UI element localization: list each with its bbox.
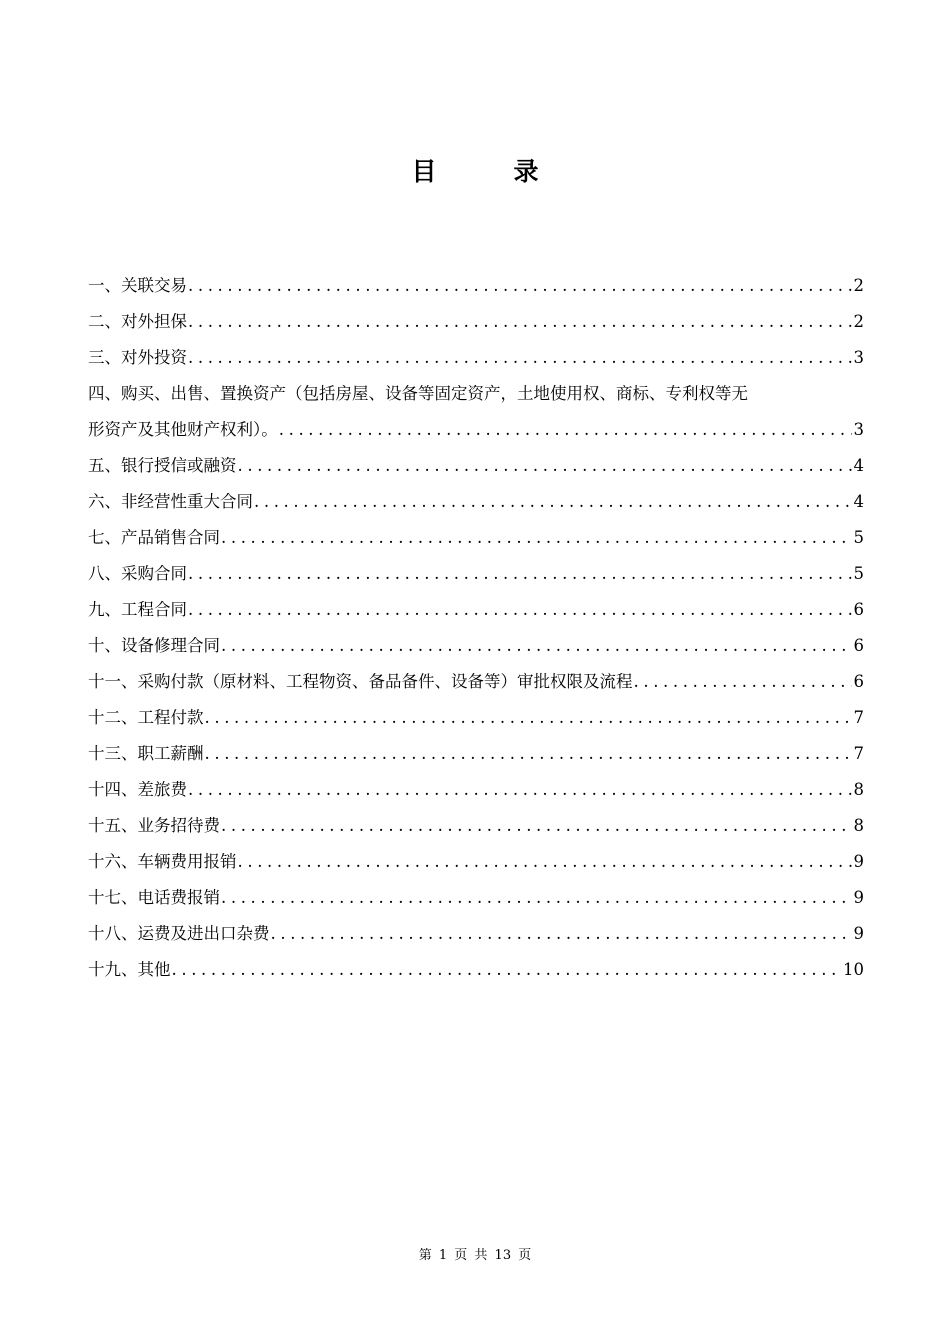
toc-entry-2[interactable] [88,304,864,340]
dot-leader [238,448,852,484]
toc-entry-4[interactable] [88,376,864,448]
toc-entry-page: 6 [853,672,864,691]
toc-entry-label: 八、采购合同 [88,564,187,583]
toc-entry-7[interactable] [88,520,864,556]
toc-entry-5[interactable] [88,448,864,484]
toc-entry-label: 形资产及其他财产权利）。 [88,420,278,439]
toc-entry-label: 二、对外担保 [88,312,187,331]
toc-entry-1[interactable] [88,268,864,304]
dot-leader [188,556,852,592]
toc-entry-8[interactable] [88,556,864,592]
toc-entry-19[interactable] [88,952,864,988]
toc-entry-page: 5 [853,528,864,547]
dot-leader [279,412,852,448]
toc-entry-page: 9 [853,852,864,871]
toc-entry-14[interactable] [88,772,864,808]
toc-entry-label: 十七、电话费报销 [88,888,220,907]
toc-entry-18[interactable] [88,916,864,952]
dot-leader [205,700,852,736]
toc-entry-label: 三、对外投资 [88,348,187,367]
toc-entry-page: 3 [853,420,864,439]
toc-entry-6[interactable] [88,484,864,520]
toc-entry-label: 十八、运费及进出口杂费 [88,924,270,943]
toc-entry-page: 8 [853,816,864,835]
page-footer: 第 1 页 共 13 页 [418,1248,532,1263]
dot-leader [172,952,842,988]
toc-entry-page: 4 [853,456,864,475]
dot-leader [188,304,852,340]
toc-entry-label: 十二、工程付款 [88,708,204,727]
dot-leader [254,484,852,520]
toc-entry-page: 5 [853,564,864,583]
toc-entry-17[interactable] [88,880,864,916]
dot-leader [221,520,852,556]
toc-entry-page: 2 [853,276,864,295]
toc-entry-page: 4 [853,492,864,511]
toc-entry-11[interactable] [88,664,864,700]
toc-entry-label: 七、产品销售合同 [88,528,220,547]
toc-entry-label: 五、银行授信或融资 [88,456,237,475]
toc-entry-label-line1: 四、购买、出售、置换资产（包括房屋、设备等固定资产，土地使用权、商标、专利权等无 [88,384,748,403]
toc-entry-label: 一、关联交易 [88,276,187,295]
toc-entry-page: 7 [853,744,864,763]
dot-leader [221,880,852,916]
page-title: 目 录 [411,157,565,186]
toc-entry-label: 十五、业务招待费 [88,816,220,835]
dot-leader [188,340,852,376]
toc-entry-13[interactable] [88,736,864,772]
toc-entry-page: 8 [853,780,864,799]
dot-leader [205,736,852,772]
toc-entry-label: 十六、车辆费用报销 [88,852,237,871]
toc-entry-9[interactable] [88,592,864,628]
toc-entry-label: 十一、采购付款（原材料、工程物资、备品备件、设备等）审批权限及流程 [88,672,633,691]
toc-entry-page: 2 [853,312,864,331]
toc-entry-page: 9 [853,924,864,943]
dot-leader [188,772,852,808]
dot-leader [221,808,852,844]
toc-entry-page: 9 [853,888,864,907]
dot-leader [238,844,852,880]
toc-entry-label: 十四、差旅费 [88,780,187,799]
toc-entry-page: 7 [853,708,864,727]
toc-entry-page: 6 [853,600,864,619]
toc-entry-15[interactable] [88,808,864,844]
toc-entry-page: 6 [853,636,864,655]
toc-entry-16[interactable] [88,844,864,880]
toc-entry-page: 3 [853,348,864,367]
toc-entry-label: 十九、其他 [88,960,171,979]
dot-leader [634,664,852,700]
dot-leader [221,628,852,664]
toc-entry-label: 九、工程合同 [88,600,187,619]
toc-entry-3[interactable] [88,340,864,376]
dot-leader [188,268,852,304]
toc-entry-page: 10 [843,960,864,979]
table-of-contents [88,268,864,988]
dot-leader [188,592,852,628]
toc-entry-label: 十、设备修理合同 [88,636,220,655]
toc-entry-12[interactable] [88,700,864,736]
dot-leader [271,916,852,952]
toc-entry-label: 十三、职工薪酬 [88,744,204,763]
toc-entry-10[interactable] [88,628,864,664]
toc-entry-label: 六、非经营性重大合同 [88,492,253,511]
